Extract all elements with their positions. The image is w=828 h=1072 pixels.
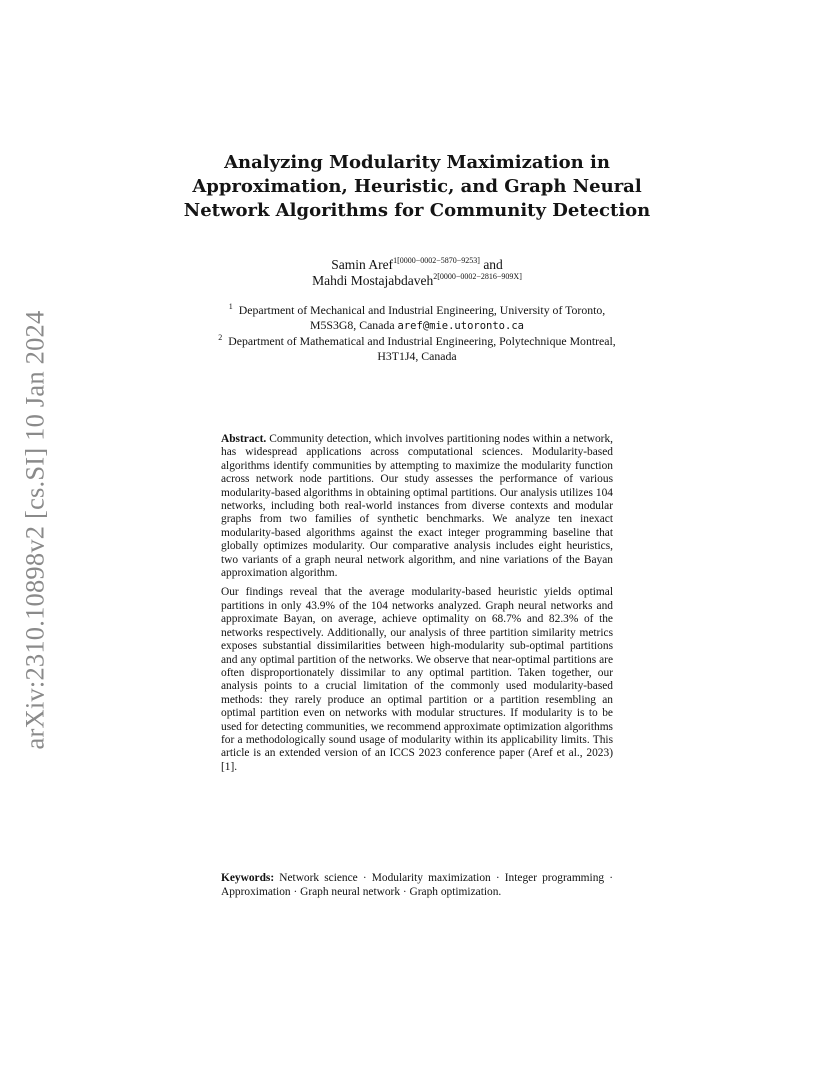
affiliation-number: 1 [228,302,233,311]
abstract-paragraph-1 [221,433,613,580]
keywords-label: Keywords: [221,872,275,884]
author-line-2 [160,273,674,289]
arxiv-side-stamp [20,300,50,760]
email-link[interactable]: aref@mie.utoronto.ca [397,320,524,332]
author-connector: and [479,257,503,272]
abstract [221,433,613,774]
abstract-text: Community detection, which involves partitioning nodes within a network, has widespread applications across computational sciences. Modularity-based algorithms identify communities by attempting to maximize the modularity function across network node partitions. Our study assesses the performance of various modularity-based algorithms in obtaining optimal partitions. Our analysis utilizes 104 networks, including both real-world instances from diverse contexts and modular graphs from two families of synthetic benchmarks. We analyze ten inexact modularity-based algorithms against the exact integer programming baseline that globally optimizes modularity. Our comparative analysis includes eight heuristics, two variants of a graph neural network algorithm, and nine variations of the Bayan approximation algorithm. [221,433,613,580]
author-line-1 [160,257,674,273]
abstract-label: Abstract. [221,433,267,445]
affiliation-text: Department of Mechanical and Industrial Engineering, University of Toronto, [238,303,606,317]
paper-title [160,151,674,223]
title-line: Approximation, Heuristic, and Graph Neural [192,176,642,197]
affiliation-2 [170,334,664,349]
affiliation-1 [170,303,664,318]
keywords [221,871,613,899]
author-name: Mahdi Mostajabdaveh [312,273,434,288]
affiliation-1-cont [170,318,664,334]
title-line: Analyzing Modularity Maximization in [224,152,610,173]
affiliation-text: H3T1J4, Canada [377,349,457,363]
author-list [160,257,674,289]
keywords-text: Network science · Modularity maximization · Integer programming · Approximation · Graph neural network · Graph optimization. [221,872,613,898]
affiliations [170,303,664,364]
affiliation-number: 2 [218,333,223,342]
abstract-paragraph-2: Our findings reveal that the average modularity-based heuristic yields optimal partitions in only 43.9% of the 104 networks analyzed. Graph neural networks and approximate Bayan, on average, achieve optimality on 68.7% and 82.3% of the networks respectively. Additionally, our analysis of three partition similarity metrics exposes substantial dissimilarities between high-modularity sub-optimal partitions and any optimal partition of the networks. We observe that near-optimal partitions are often disproportionately dissimilar to any optimal partition. Taken together, our analysis points to a crucial limitation of the commonly used modularity-based methods: they rarely produce an optimal partition or a partition resembling an optimal partition even on networks with modular structures. If modularity is to be used for detecting communities, we recommend approximate optimization algorithms for a methodologically sound usage of modularity within its applicability limits. This article is an extended version of an ICCS 2023 conference paper (Aref et al., 2023) [1]. [221,586,613,773]
arxiv-identifier: arXiv:2310.10898v2 [cs.SI] 10 Jan 2024 [19,310,50,750]
author-orcid: 1[0000−0002−5870−9253] [393,256,480,265]
affiliation-2-cont [170,349,664,364]
author-orcid: 2[0000−0002−2816−909X] [433,272,522,281]
author-name: Samin Aref [331,257,394,272]
title-line: Network Algorithms for Community Detection [183,200,651,221]
affiliation-text: M5S3G8, Canada [310,318,398,332]
affiliation-text: Department of Mathematical and Industrial Engineering, Polytechnique Montreal, [228,334,616,348]
